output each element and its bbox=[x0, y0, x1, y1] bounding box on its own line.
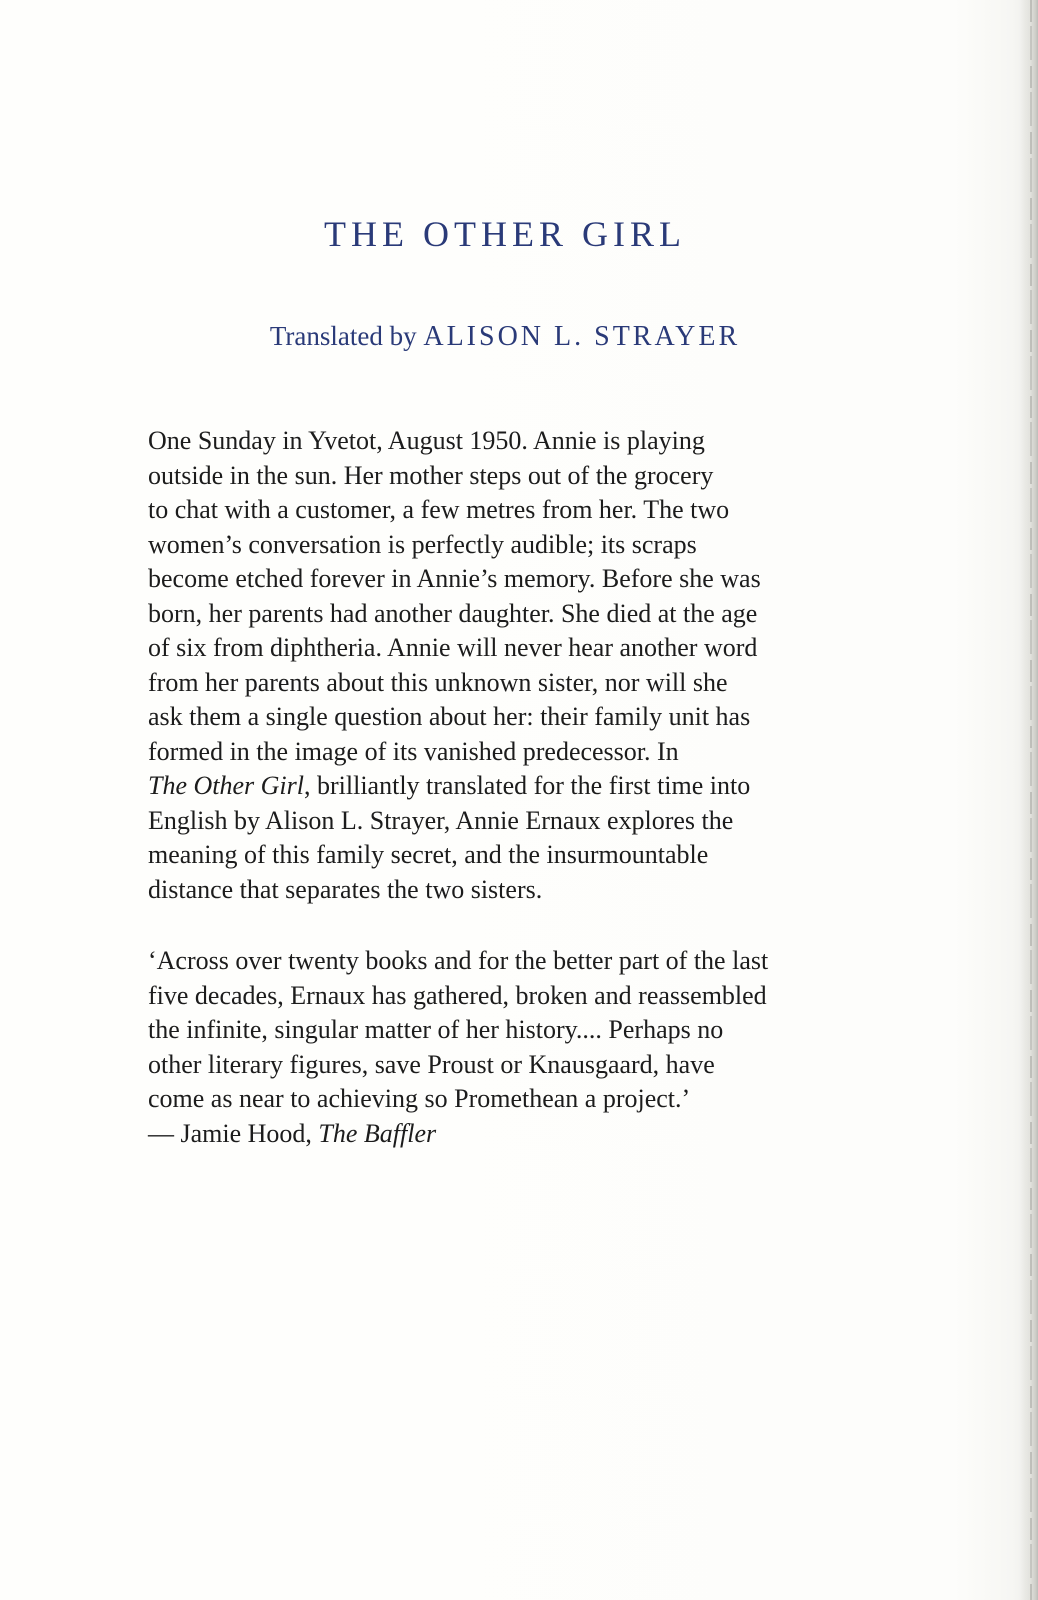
translator-name: ALISON L. STRAYER bbox=[423, 321, 741, 352]
blurb-line: formed in the image of its vanished predecessor. In bbox=[148, 736, 679, 766]
quote-attribution bbox=[148, 1117, 908, 1152]
review-quote bbox=[148, 944, 908, 1151]
translator-credit bbox=[0, 318, 1010, 355]
blurb-line: to chat with a customer, a few metres from her. The two bbox=[148, 495, 730, 524]
attribution-publication: The Baffler bbox=[318, 1118, 437, 1148]
blurb-book-title-italic: The Other Girl bbox=[148, 771, 304, 800]
blurb-line: outside in the sun. Her mother steps out of the grocery bbox=[148, 460, 714, 490]
quote-line: come as near to achieving so Promethean a project.’ bbox=[148, 1084, 691, 1113]
blurb-line: One Sunday in Yvetot, August 1950. Annie is playing bbox=[148, 426, 705, 455]
quote-line: ‘Across over twenty books and for the better part of the last bbox=[148, 946, 769, 975]
translator-prefix: Translated by bbox=[269, 321, 417, 351]
quote-line: the infinite, singular matter of her history.... Perhaps no bbox=[148, 1015, 724, 1044]
blurb-line: distance that separates the two sisters. bbox=[148, 874, 543, 904]
quote-line: other literary figures, save Proust or Knausgaard, have bbox=[148, 1049, 715, 1079]
blurb-line-tail: , brilliantly translated for the first time into bbox=[304, 771, 751, 800]
attribution-name: — Jamie Hood, bbox=[148, 1118, 319, 1148]
blurb-line: meaning of this family secret, and the insurmountable bbox=[148, 840, 709, 869]
book-title: THE OTHER GIRL bbox=[324, 214, 686, 254]
blurb-line-with-title bbox=[148, 769, 888, 804]
quote-line: five decades, Ernaux has gathered, broken and reassembled bbox=[148, 980, 767, 1010]
page-edge-shadow bbox=[1020, 0, 1038, 1600]
blurb-line: of six from diphtheria. Annie will never hear another word bbox=[148, 633, 758, 662]
blurb-line: from her parents about this unknown sister, nor will she bbox=[148, 667, 728, 697]
blurb-line: born, her parents had another daughter. She died at the age bbox=[148, 598, 758, 628]
blurb-line: English by Alison L. Strayer, Annie Ernaux explores the bbox=[148, 805, 734, 835]
blurb-line: become etched forever in Annie’s memory. Before she was bbox=[148, 564, 761, 593]
book-description bbox=[148, 424, 888, 907]
blurb-line: women’s conversation is perfectly audible; its scraps bbox=[148, 529, 697, 559]
blurb-line: ask them a single question about her: their family unit has bbox=[148, 702, 751, 731]
